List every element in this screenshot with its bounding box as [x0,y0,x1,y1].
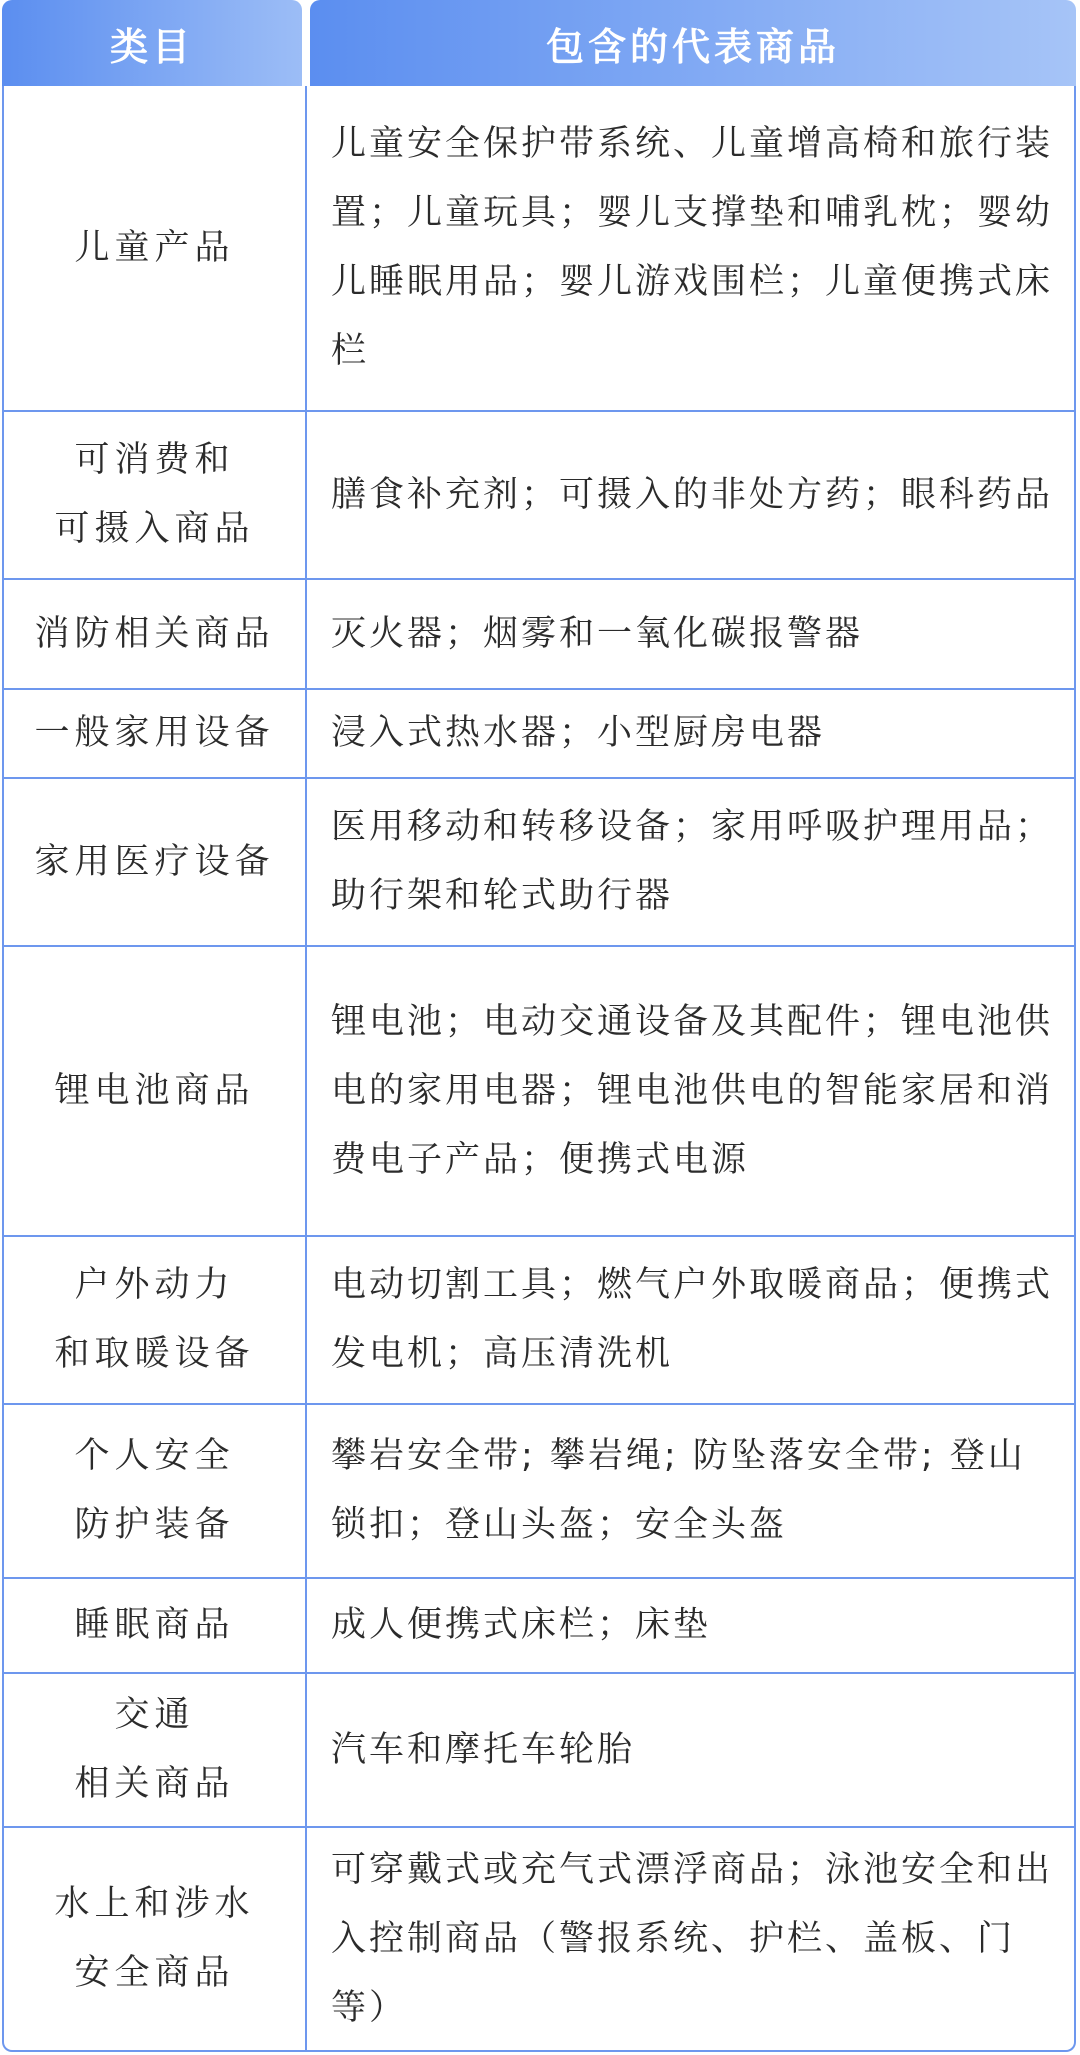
goods-cell: 医用移动和转移设备；家用呼吸护理用品；助行架和轮式助行器 [331,807,1054,916]
table-row [4,690,1074,779]
header-category: 类目 [2,0,302,86]
goods-cell: 膳食补充剂；可摄入的非处方药；眼科药品 [331,474,1054,515]
table-row [4,779,1074,947]
category-cell: 锂电池商品 [4,947,307,1235]
table-row [4,1237,1074,1405]
category-cell: 户外动力 和取暖设备 [4,1237,307,1403]
category-cell: 睡眠商品 [4,1579,307,1672]
table-body [2,86,1076,2052]
table-row [4,86,1074,412]
category-cell: 家用医疗设备 [4,779,307,945]
category-cell: 儿童产品 [4,86,307,410]
table-row [4,1674,1074,1828]
category-cell: 可消费和 可摄入商品 [4,412,307,578]
table-row [4,580,1074,690]
goods-cell: 成人便携式床栏；床垫 [331,1605,712,1645]
goods-cell: 汽车和摩托车轮胎 [331,1729,636,1770]
category-table [2,0,1076,2052]
goods-cell: 攀岩安全带; 攀岩绳; 防坠落安全带; 登山锁扣；登山头盔；安全头盔 [331,1436,1026,1545]
goods-cell: 电动切割工具；燃气户外取暖商品；便携式发电机；高压清洗机 [331,1265,1054,1374]
header-goods: 包含的代表商品 [310,0,1076,86]
table-header [2,0,1076,86]
goods-cell: 浸入式热水器；小型厨房电器 [331,713,826,753]
goods-cell: 锂电池；电动交通设备及其配件；锂电池供电的家用电器；锂电池供电的智能家居和消费电子产品；便携式电源 [331,1001,1054,1180]
table-row [4,1579,1074,1674]
table-row [4,1828,1074,2050]
category-cell: 水上和涉水 安全商品 [4,1828,307,2050]
category-cell: 交通 相关商品 [4,1674,307,1826]
goods-cell: 灭火器；烟雾和一氧化碳报警器 [331,613,864,654]
table-row [4,412,1074,580]
category-cell: 个人安全 防护装备 [4,1405,307,1577]
goods-cell: 儿童安全保护带系统、儿童增高椅和旅行装置；儿童玩具；婴儿支撑垫和哺乳枕；婴幼儿睡眠用品；婴儿游戏围栏；儿童便携式床栏 [331,124,1054,371]
table-row [4,1405,1074,1579]
category-cell: 消防相关商品 [4,580,307,688]
category-cell: 一般家用设备 [4,690,307,777]
table-row [4,947,1074,1237]
goods-cell: 可穿戴式或充气式漂浮商品；泳池安全和出入控制商品（警报系统、护栏、盖板、门等） [331,1849,1054,2028]
